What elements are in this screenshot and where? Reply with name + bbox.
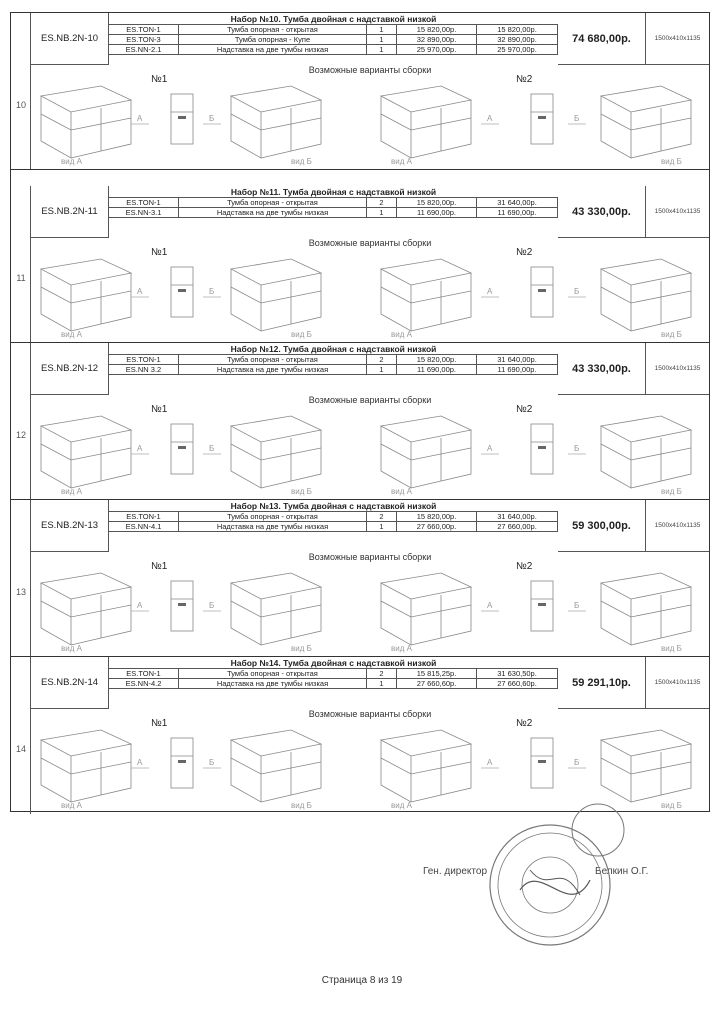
cabinet-drawing <box>231 730 321 802</box>
option-1-label: №1 <box>151 561 168 572</box>
svg-text:А: А <box>137 114 143 123</box>
cabinet-drawing <box>41 86 131 158</box>
item-price: 15 820,00р. <box>397 355 477 364</box>
svg-text:вид А: вид А <box>391 644 412 653</box>
item-qty: 1 <box>367 365 397 374</box>
assembly-drawings <box>31 406 709 498</box>
row-number-cell <box>11 343 31 499</box>
set-header <box>31 657 709 709</box>
item-row <box>109 355 558 365</box>
set-block <box>11 657 709 814</box>
cabinet-drawing <box>381 259 471 331</box>
svg-text:А: А <box>137 444 143 453</box>
cabinet-drawing <box>231 416 321 488</box>
svg-text:А: А <box>487 114 493 123</box>
cabinet-front-view <box>531 738 553 788</box>
page-number: Страница 8 из 19 <box>321 975 403 986</box>
cabinet-front-view <box>171 738 193 788</box>
svg-text:А: А <box>487 601 493 610</box>
assembly-drawings <box>31 720 709 812</box>
set-total-price: 59 300,00р. <box>558 500 646 552</box>
svg-text:А: А <box>137 601 143 610</box>
option-1-label: №1 <box>151 718 168 729</box>
svg-text:вид Б: вид Б <box>661 801 682 810</box>
set-code: ES.NB.2N-14 <box>31 657 109 709</box>
variants-label: Возможные варианты сборки <box>308 395 432 405</box>
svg-text:вид А: вид А <box>61 801 82 810</box>
item-code: ES.NN-4.2 <box>109 679 179 688</box>
cabinet-drawing <box>41 416 131 488</box>
item-name: Надставка на две тумбы низкая <box>179 45 367 54</box>
cabinet-front-view <box>171 424 193 474</box>
set-block <box>11 500 709 657</box>
item-sum: 15 820,00р. <box>477 25 558 34</box>
svg-text:Б: Б <box>574 758 580 767</box>
variants-label: Возможные варианты сборки <box>308 238 432 248</box>
item-code: ES.NN-3.1 <box>109 208 179 217</box>
cabinet-drawing <box>601 259 691 331</box>
item-name: Тумба опорная - открытая <box>179 512 367 521</box>
set-header <box>31 500 709 552</box>
set-dimensions: 1500x410x1135 <box>646 500 709 552</box>
item-price: 15 820,00р. <box>397 25 477 34</box>
set-code: ES.NB.2N-11 <box>31 186 109 238</box>
set-title: Набор №11. Тумба двойная с надставкой низкой <box>109 186 558 198</box>
svg-text:вид А: вид А <box>61 330 82 339</box>
svg-text:вид Б: вид Б <box>661 157 682 166</box>
item-sum: 11 690,00р. <box>477 365 558 374</box>
item-name: Надставка на две тумбы низкая <box>179 522 367 531</box>
option-2-label: №2 <box>516 247 533 258</box>
set-total-price: 43 330,00р. <box>558 186 646 238</box>
cabinet-front-view <box>531 581 553 631</box>
item-code: ES.TON-1 <box>109 512 179 521</box>
set-header <box>31 186 709 238</box>
item-sum: 25 970,00р. <box>477 45 558 54</box>
cabinet-front-view <box>531 94 553 144</box>
set-header <box>31 343 709 395</box>
cabinet-front-view <box>171 267 193 317</box>
option-2-label: №2 <box>516 561 533 572</box>
svg-text:вид Б: вид Б <box>291 487 312 496</box>
svg-text:вид Б: вид Б <box>291 330 312 339</box>
cabinet-drawing <box>381 86 471 158</box>
item-qty: 2 <box>367 198 397 207</box>
cabinet-drawing <box>231 259 321 331</box>
svg-text:вид Б: вид Б <box>291 644 312 653</box>
item-name: Тумба опорная - открытая <box>179 669 367 678</box>
svg-text:Б: Б <box>209 287 215 296</box>
svg-text:вид Б: вид Б <box>661 487 682 496</box>
cabinet-drawing <box>381 416 471 488</box>
item-name: Надставка на две тумбы низкая <box>179 679 367 688</box>
cabinet-drawing <box>601 86 691 158</box>
item-price: 32 890,00р. <box>397 35 477 44</box>
item-sum: 32 890,00р. <box>477 35 558 44</box>
cabinet-front-view <box>171 94 193 144</box>
item-code: ES.NN 3.2 <box>109 365 179 374</box>
svg-text:вид Б: вид Б <box>661 644 682 653</box>
item-sum: 31 630,50р. <box>477 669 558 678</box>
row-number: 12 <box>15 430 26 440</box>
row-number: 13 <box>15 587 26 597</box>
cabinet-drawing <box>601 573 691 645</box>
assembly-drawings <box>31 249 709 341</box>
item-row <box>109 25 558 35</box>
set-title: Набор №14. Тумба двойная с надставкой низкой <box>109 657 558 669</box>
item-name: Тумба опорная - Купе <box>179 35 367 44</box>
cabinet-front-view <box>531 267 553 317</box>
item-code: ES.TON-1 <box>109 669 179 678</box>
item-qty: 1 <box>367 45 397 54</box>
svg-text:А: А <box>137 287 143 296</box>
item-row <box>109 35 558 45</box>
svg-text:вид А: вид А <box>391 801 412 810</box>
set-header <box>31 13 709 65</box>
variants-label: Возможные варианты сборки <box>308 65 432 75</box>
svg-text:вид А: вид А <box>61 644 82 653</box>
item-qty: 1 <box>367 208 397 217</box>
item-code: ES.TON-3 <box>109 35 179 44</box>
item-code: ES.TON-1 <box>109 198 179 207</box>
item-price: 27 660,60р. <box>397 679 477 688</box>
set-code: ES.NB.2N-13 <box>31 500 109 552</box>
set-dimensions: 1500x410x1135 <box>646 186 709 238</box>
set-code: ES.NB.2N-10 <box>31 13 109 65</box>
svg-text:Б: Б <box>574 444 580 453</box>
set-block <box>11 343 709 500</box>
item-qty: 1 <box>367 522 397 531</box>
assembly-drawings <box>31 563 709 655</box>
item-code: ES.TON-1 <box>109 25 179 34</box>
item-price: 11 690,00р. <box>397 208 477 217</box>
set-block <box>11 13 709 170</box>
assembly-drawings <box>31 76 709 168</box>
row-number: 10 <box>15 100 26 110</box>
item-sum: 11 690,00р. <box>477 208 558 217</box>
item-price: 15 815,25р. <box>397 669 477 678</box>
option-1-label: №1 <box>151 247 168 258</box>
option-1-label: №1 <box>151 74 168 85</box>
item-price: 15 820,00р. <box>397 512 477 521</box>
set-block <box>11 186 709 343</box>
svg-text:Б: Б <box>209 601 215 610</box>
item-price: 27 660,00р. <box>397 522 477 531</box>
item-price: 11 690,00р. <box>397 365 477 374</box>
item-row <box>109 45 558 55</box>
row-number: 14 <box>15 744 26 754</box>
item-code: ES.TON-1 <box>109 355 179 364</box>
cabinet-front-view <box>531 424 553 474</box>
item-row <box>109 365 558 375</box>
svg-text:Б: Б <box>574 601 580 610</box>
svg-text:Б: Б <box>574 114 580 123</box>
variants-label: Возможные варианты сборки <box>308 709 432 719</box>
svg-text:Б: Б <box>209 114 215 123</box>
item-qty: 2 <box>367 355 397 364</box>
item-sum: 31 640,00р. <box>477 512 558 521</box>
svg-text:вид Б: вид Б <box>291 801 312 810</box>
items-table <box>109 343 558 375</box>
svg-text:вид Б: вид Б <box>661 330 682 339</box>
item-sum: 31 640,00р. <box>477 198 558 207</box>
svg-text:вид А: вид А <box>61 157 82 166</box>
items-table <box>109 500 558 532</box>
row-number-cell <box>11 500 31 656</box>
item-row <box>109 512 558 522</box>
set-total-price: 59 291,10р. <box>558 657 646 709</box>
svg-text:А: А <box>487 444 493 453</box>
svg-text:вид А: вид А <box>391 487 412 496</box>
svg-text:вид А: вид А <box>391 157 412 166</box>
item-sum: 27 660,60р. <box>477 679 558 688</box>
item-row <box>109 208 558 218</box>
cabinet-front-view <box>171 581 193 631</box>
svg-text:А: А <box>487 758 493 767</box>
variants-label: Возможные варианты сборки <box>308 552 432 562</box>
set-total-price: 74 680,00р. <box>558 13 646 65</box>
option-2-label: №2 <box>516 718 533 729</box>
set-dimensions: 1500x410x1135 <box>646 13 709 65</box>
item-qty: 1 <box>367 679 397 688</box>
cabinet-drawing <box>381 573 471 645</box>
item-name: Тумба опорная - открытая <box>179 198 367 207</box>
item-qty: 1 <box>367 35 397 44</box>
item-code: ES.NN-4.1 <box>109 522 179 531</box>
cabinet-drawing <box>41 573 131 645</box>
set-code: ES.NB.2N-12 <box>31 343 109 395</box>
svg-text:вид Б: вид Б <box>291 157 312 166</box>
item-row <box>109 522 558 532</box>
row-number-cell <box>11 13 31 169</box>
set-title: Набор №12. Тумба двойная с надставкой низкой <box>109 343 558 355</box>
svg-text:Б: Б <box>574 287 580 296</box>
cabinet-drawing <box>601 730 691 802</box>
item-name: Надставка на две тумбы низкая <box>179 208 367 217</box>
item-code: ES.NN-2.1 <box>109 45 179 54</box>
option-2-label: №2 <box>516 404 533 415</box>
item-price: 15 820,00р. <box>397 198 477 207</box>
svg-text:А: А <box>487 287 493 296</box>
option-1-label: №1 <box>151 404 168 415</box>
option-2-label: №2 <box>516 74 533 85</box>
item-price: 25 970,00р. <box>397 45 477 54</box>
svg-text:вид А: вид А <box>61 487 82 496</box>
signature-position: Ген. директор <box>423 866 488 877</box>
items-table <box>109 657 558 689</box>
item-row <box>109 198 558 208</box>
signature-name: Белкин О.Г. <box>595 866 649 877</box>
item-qty: 1 <box>367 25 397 34</box>
row-number-cell <box>11 657 31 814</box>
item-name: Тумба опорная - открытая <box>179 25 367 34</box>
svg-text:Б: Б <box>209 758 215 767</box>
set-dimensions: 1500x410x1135 <box>646 343 709 395</box>
svg-text:вид А: вид А <box>391 330 412 339</box>
cabinet-drawing <box>41 259 131 331</box>
row-number: 11 <box>16 273 26 283</box>
set-title: Набор №13. Тумба двойная с надставкой низкой <box>109 500 558 512</box>
company-stamp <box>480 800 640 960</box>
set-title: Набор №10. Тумба двойная с надставкой низкой <box>109 13 558 25</box>
items-table <box>109 13 558 55</box>
item-sum: 31 640,00р. <box>477 355 558 364</box>
row-number-cell <box>11 186 31 342</box>
items-table <box>109 186 558 218</box>
cabinet-drawing <box>231 573 321 645</box>
svg-text:Б: Б <box>209 444 215 453</box>
item-row <box>109 679 558 689</box>
item-name: Тумба опорная - открытая <box>179 355 367 364</box>
svg-text:А: А <box>137 758 143 767</box>
item-qty: 2 <box>367 669 397 678</box>
item-name: Надставка на две тумбы низкая <box>179 365 367 374</box>
item-row <box>109 669 558 679</box>
set-total-price: 43 330,00р. <box>558 343 646 395</box>
cabinet-drawing <box>231 86 321 158</box>
set-dimensions: 1500x410x1135 <box>646 657 709 709</box>
price-sheet <box>10 12 710 812</box>
item-qty: 2 <box>367 512 397 521</box>
item-sum: 27 660,00р. <box>477 522 558 531</box>
cabinet-drawing <box>381 730 471 802</box>
cabinet-drawing <box>41 730 131 802</box>
cabinet-drawing <box>601 416 691 488</box>
